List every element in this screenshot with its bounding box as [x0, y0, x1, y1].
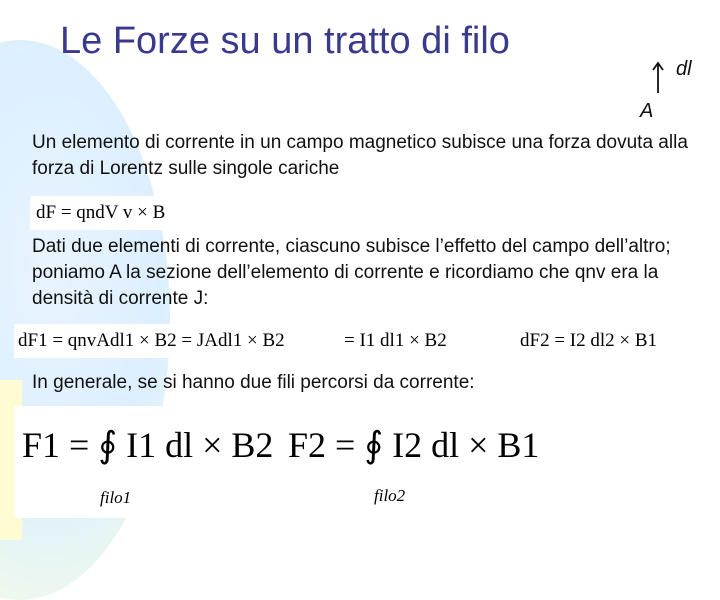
paragraph-lorentz: Un elemento di corrente in un campo magnetico subisce una forza dovuta alla forza di Lorentz sulle singole cariche: [32, 132, 688, 179]
equation-lorentz: dF = qndV v × B: [30, 196, 204, 230]
paragraph-two-elements: Dati due elementi di corrente, ciascuno subisce l’effetto del campo dell’altro; poniamo A la sezione dell’elemento di corrente e ricordiamo che qnv era la densità di corrente J:: [32, 236, 671, 309]
area-label: A: [640, 100, 654, 122]
equation-f1-integral-box: [14, 406, 282, 518]
equation-f1-element: dF1 = qnvAdl1 × B2 = JAdl1 × B2: [14, 324, 340, 358]
equation-f2-integral-sub: filo2: [374, 486, 406, 505]
equation-f2-integral: F2 = ∮ I2 dl × B1: [288, 425, 540, 465]
dl-arrow-icon: [650, 60, 666, 94]
equation-f1-current: = I1 dl1 × B2: [340, 324, 476, 358]
paragraph-general: In generale, se si hanno due fili percorsi da corrente:: [32, 372, 475, 393]
slide-title: Le Forze su un tratto di filo: [60, 20, 510, 62]
equation-f1-integral: F1 = ∮ I1 dl × B2: [22, 425, 274, 465]
equation-f1-integral-sub: filo1: [100, 488, 132, 507]
dl-label: dl: [676, 58, 692, 80]
equation-f2-integral-box: [282, 408, 554, 518]
equation-f2-element: dF2 = I2 dl2 × B1: [516, 324, 684, 358]
